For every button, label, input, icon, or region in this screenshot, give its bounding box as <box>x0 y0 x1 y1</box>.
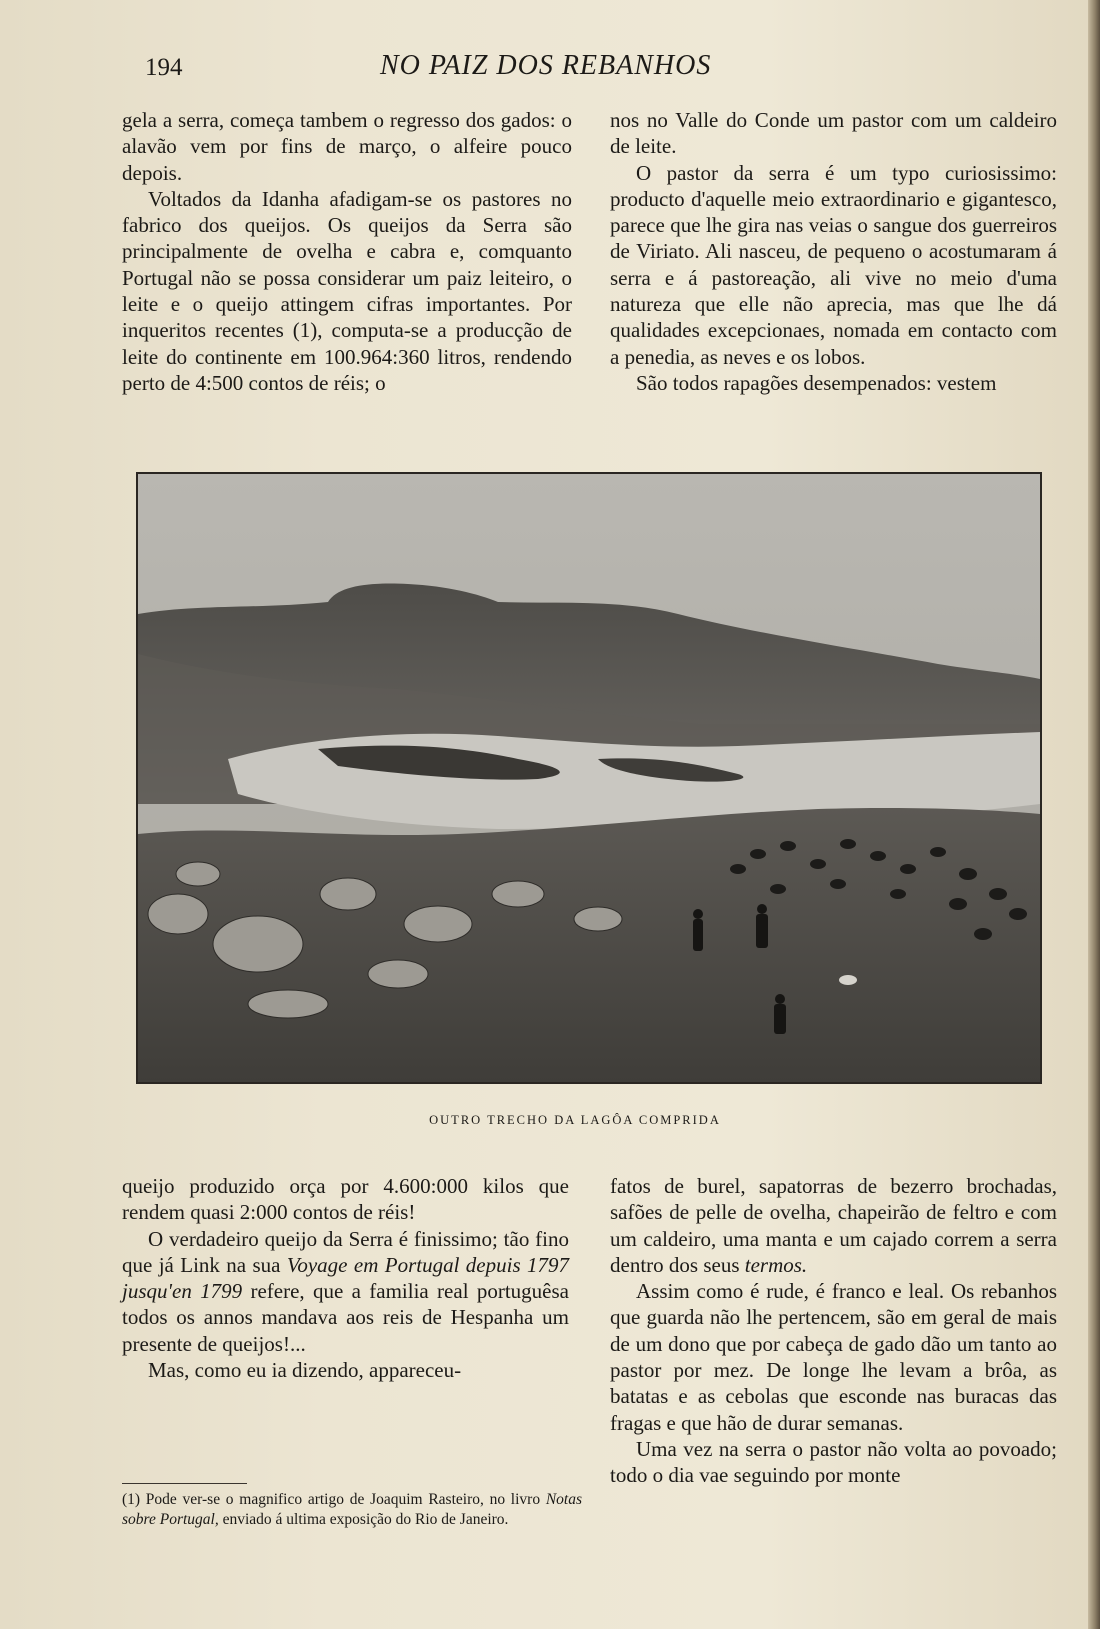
book-binding-edge <box>1088 0 1100 1629</box>
paragraph: nos no Valle do Conde um pastor com um caldeiro de leite. <box>610 108 1057 159</box>
text-run: enviado á ultima exposição do Rio de Janeiro. <box>218 1511 509 1528</box>
book-title-italic: Voyage em Portugal depuis 1797 jusqu'en 1799 <box>122 1252 570 1304</box>
page-header <box>0 50 1090 90</box>
top-right-column <box>610 107 1057 396</box>
text-run: O verdadeiro queijo da Serra é finissimo; tão fino que já Link na sua <box>122 1226 569 1277</box>
paragraph: São todos rapagões desempenados: vestem <box>636 370 997 395</box>
running-title: NO PAIZ DOS REBANHOS <box>380 50 712 81</box>
footnote-rule <box>122 1483 247 1484</box>
paragraph: gela a serra, começa tambem o regresso dos gados: o alavão vem por fins de março, o alfeire pouco depois. <box>122 108 572 185</box>
paragraph: Mas, como eu ia dizendo, appareceu- <box>148 1358 462 1383</box>
book-title-italic: Notas sobre Portugal, <box>122 1491 582 1528</box>
text-run: fatos de burel, sapatorras de bezerro brochadas, safões de pelle de ovelha, chapeirão de feltro e com um caldeiro, uma manta e um cajado correm a serra dentro dos seus <box>610 1174 1057 1277</box>
footnote-text <box>122 1490 582 1530</box>
paragraph: O pastor da serra é um typo curiosissimo: producto d'aquelle meio extraordinario e gigantesco, parece que lhe gira nas veias o sangue dos guerreiros de Viriato. Ali nasceu, de pequeno o acostumaram á serra e á pastoreação, ali vive no meio d'uma natureza que elle não aprecia, mas que lhe dá qualidades excepcionaes, nomada em contacto com a penedia, as neves e os lobos. <box>610 160 1057 369</box>
paragraph: Voltados da Idanha afadigam-se os pastores no fabrico dos queijos. Os queijos da Serra são principalmente de ovelha e cabra e, comquanto Portugal não se possa considerar um paiz leiteiro, o leite e o queijo attingem cifras importantes. Por inqueritos recentes (1), computa-se a producção de leite do continente em 100.964:360 litros, rendendo perto de 4:500 contos de réis; o <box>122 186 572 395</box>
top-left-column <box>122 107 572 396</box>
bottom-left-column <box>122 1173 569 1383</box>
paragraph: Assim como é rude, é franco e leal. Os rebanhos que guarda não lhe pertencem, são em geral de mais de um dono que por cabeça de gado dão um tanto ao pastor por mez. De longe lhe levam a brôa, as batatas e as cebolas que esconde nas buracas das fragas e que hão de durar semanas. <box>610 1279 1057 1435</box>
paragraph: Uma vez na serra o pastor não volta ao povoado; todo o dia vae seguindo por monte <box>610 1436 1057 1488</box>
landscape-photograph <box>136 472 1042 1084</box>
photo-caption: OUTRO TRECHO DA LAGÔA COMPRIDA <box>429 1113 721 1127</box>
italic-term: termos. <box>744 1252 808 1277</box>
text-run: refere, que a familia real portuguêsa todos os annos mandava aos reis de Hespanha um presente de queijos!... <box>122 1279 569 1356</box>
text-run: (1) Pode ver-se o magnifico artigo de Joaquim Rasteiro, no livro <box>122 1491 546 1508</box>
bottom-right-column <box>610 1173 1057 1489</box>
paragraph <box>610 1173 1057 1278</box>
page-number: 194 <box>145 54 183 81</box>
paragraph: queijo produzido orça por 4.600:000 kilos que rendem quasi 2:000 contos de réis! <box>122 1174 569 1225</box>
paragraph <box>122 1226 569 1357</box>
footnote <box>122 1490 582 1530</box>
